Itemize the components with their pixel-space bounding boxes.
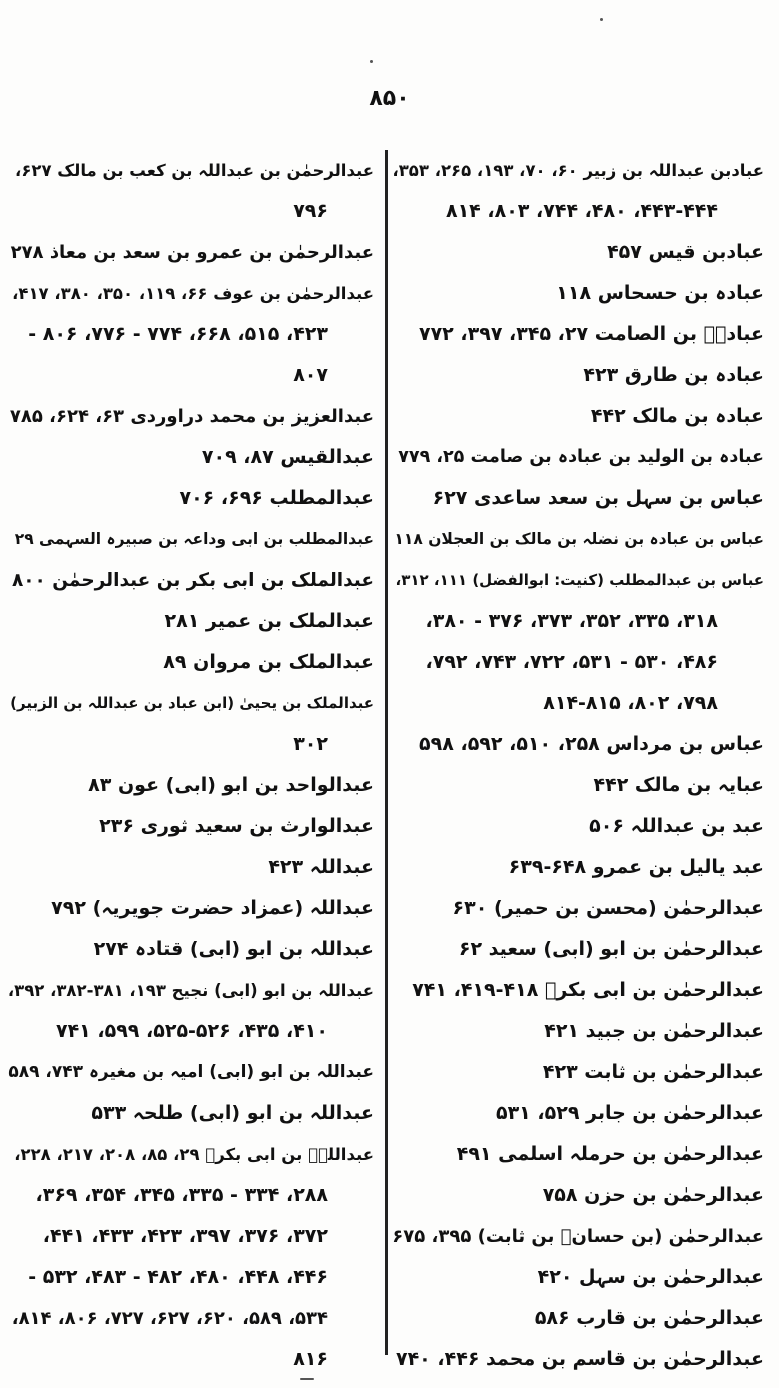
scan-speck: [370, 60, 373, 63]
index-entry: عبداللہ بن ابو (ابی) نجیح ۱۹۳، ۳۸۱-۳۸۲، ۳۹۲،: [7, 981, 374, 1000]
index-entry: عبدالرحمٰن بن قارب ۵۸۶: [534, 1307, 764, 1329]
index-entry: عبدالرحمٰن (محسن بن حمیر) ۶۳۰: [452, 897, 764, 919]
index-entry: عبدالعزیز بن محمد دراوردی ۶۳، ۶۲۴، ۷۸۵: [9, 406, 374, 427]
index-entry: عبداللہؓ بن ابی بکرؓ ۲۹، ۸۵، ۲۰۸، ۲۱۷، ۲۲۸،: [14, 1145, 374, 1164]
index-entry: عباس بن سہل بن سعد ساعدی ۶۲۷: [432, 487, 764, 509]
index-entry: عبدالرحمٰن (بن حسانؓ بن ثابت) ۳۹۵، ۶۷۵: [392, 1226, 764, 1247]
index-column-left: [6, 150, 374, 1380]
index-entry: عبدالرحمٰن بن ثابت ۴۲۳: [542, 1061, 764, 1083]
index-entry: عبد بن عبداللہ ۵۰۶: [589, 815, 764, 837]
index-entry: عبدالرحمٰن بن ابو (ابی) سعید ۶۲: [458, 938, 764, 960]
index-entry-continuation: ۳۱۸، ۳۳۵، ۳۵۲، ۳۷۳، ۳۷۶ - ۳۸۰،: [425, 610, 718, 632]
index-entry: عبدالقیس ۸۷، ۷۰۹: [201, 446, 374, 468]
index-entry: عبدالرحمٰن بن جابر ۵۲۹، ۵۳۱: [495, 1102, 764, 1124]
index-entry-continuation: ۴۴۳-۴۴۴، ۴۸۰، ۷۴۴، ۸۰۳، ۸۱۴: [445, 200, 718, 222]
index-entry: عباس بن عبدالمطلب (کنیت: ابوالفضل) ۱۱۱، ۳۱۲،: [395, 571, 764, 589]
index-entry: عباس بن مرداس ۲۵۸، ۵۱۰، ۵۹۲، ۵۹۸: [419, 733, 764, 755]
index-entry: عبدالرحمٰن بن حرملہ اسلمی ۴۹۱: [456, 1143, 764, 1165]
index-entry-continuation: ۴۱۰، ۴۳۵، ۵۲۵-۵۲۶، ۵۹۹، ۷۴۱: [55, 1020, 328, 1042]
index-entry-continuation: ۲۸۸، ۳۳۴ - ۳۳۵، ۳۴۵، ۳۵۴، ۳۶۹،: [35, 1184, 328, 1206]
index-entry-continuation: ۳۰۲: [293, 733, 328, 755]
index-entry: عبادہ بن طارق ۴۲۳: [583, 364, 764, 386]
index-entry-continuation: ۸۰۷: [293, 364, 328, 386]
index-entry: عبادہ بن الولید بن عبادہ بن صامت ۲۵، ۷۷۹: [398, 447, 764, 467]
index-entry: عبادبن قیس ۴۵۷: [607, 241, 764, 263]
index-entry: عباس بن عبادہ بن نضلہ بن مالک بن العجلان ۱۱۸: [394, 530, 764, 548]
index-entry: عبدالرحمٰن بن حزن ۷۵۸: [542, 1184, 764, 1206]
index-entry-continuation: ۴۲۳، ۵۱۵، ۶۶۸، ۷۷۴ - ۷۷۶، ۸۰۶ -: [28, 323, 328, 345]
index-entry-continuation: ۷۹۶: [293, 200, 328, 222]
index-entry-continuation: ۴۴۶، ۴۴۸، ۴۸۰، ۴۸۲ - ۴۸۳، ۵۳۲ -: [28, 1266, 328, 1288]
scan-speck: [600, 18, 603, 21]
index-entry: عبدالملک بن مروان ۸۹: [163, 651, 374, 673]
index-column-right: [392, 150, 764, 1380]
index-entry: عبد یالیل بن عمرو ۶۴۸-۶۳۹: [508, 856, 764, 878]
index-entry: عبدالواحد بن ابو (ابی) عون ۸۳: [88, 774, 374, 796]
index-entry-continuation: ۳۷۲، ۳۷۶، ۳۹۷، ۴۲۳، ۴۳۳، ۴۴۱،: [42, 1225, 328, 1247]
index-entry: عبدالرحمٰن بن قاسم بن محمد ۴۴۶، ۷۴۰: [395, 1348, 764, 1370]
index-entry: عبداللہ بن ابو (ابی) طلحہ ۵۳۳: [91, 1102, 374, 1124]
index-entry: عبدالرحمٰن بن عمرو بن سعد بن معاذ ۲۷۸: [10, 242, 374, 263]
index-entry: عبدالملک بن یحییٰ (ابن عباد بن عبداللہ بن الزبیر): [10, 694, 374, 712]
index-entry-continuation: ۴۸۶، ۵۳۰ - ۵۳۱، ۷۲۲، ۷۴۳، ۷۹۲،: [425, 651, 718, 673]
index-entry: عبادہؓ بن الصامت ۲۷، ۳۴۵، ۳۹۷، ۷۷۲: [418, 323, 764, 345]
index-entry: عبداللہ (عمزاد حضرت جویریہ) ۷۹۲: [51, 897, 374, 919]
index-entry-continuation: ۸۱۶: [293, 1348, 328, 1370]
index-entry: عبادبن عبداللہ بن زبیر ۶۰، ۷۰، ۱۹۳، ۲۶۵، ۳۵۳،: [392, 161, 764, 180]
index-entry: عبدالوارث بن سعید ثوری ۲۳۶: [99, 815, 374, 837]
index-entry: عبادہ بن حسحاس ۱۱۸: [556, 282, 764, 304]
index-entry: عبداللہ بن ابو (ابی) امیہ بن مغیرہ ۷۴۳، ۵۸۹: [8, 1062, 374, 1082]
page-number: ۸۵۰: [369, 86, 410, 111]
index-entry: عبدالمطلب ۶۹۶، ۷۰۶: [179, 487, 374, 509]
scan-speck: [300, 1378, 314, 1380]
index-entry: عبدالملک بن ابی بکر بن عبدالرحمٰن ۸۰۰: [11, 570, 374, 591]
index-entry: عبدالملک بن عمیر ۲۸۱: [164, 610, 374, 632]
index-entry-continuation: ۷۹۸، ۸۰۲، ۸۱۴-۸۱۵: [543, 692, 718, 714]
index-entry: عبدالرحمٰن بن عبداللہ بن کعب بن مالک ۶۲۷،: [15, 161, 374, 180]
index-entry: عبدالرحمٰن بن سہل ۴۲۰: [537, 1266, 764, 1288]
index-entry: عبداللہ بن ابو (ابی) قتادہ ۲۷۴: [93, 938, 374, 960]
index-entry: عبایہ بن مالک ۴۴۲: [593, 774, 764, 796]
column-divider: [385, 150, 388, 1355]
index-entry: عبدالمطلب بن ابی وداعہ بن صبیرہ السہمی ۲۹: [14, 530, 374, 548]
index-entry: عبدالرحمٰن بن عوف ۶۶، ۱۱۹، ۳۵۰، ۳۸۰، ۴۱۷،: [12, 284, 374, 303]
index-entry: عبدالرحمٰن بن جبید ۴۲۱: [544, 1020, 764, 1042]
index-entry: عبدالرحمٰن بن ابی بکرؓ ۴۱۸-۴۱۹، ۷۴۱: [412, 979, 764, 1001]
index-entry: عبادہ بن مالک ۴۴۲: [590, 405, 764, 427]
index-entry: عبداللہ ۴۲۳: [268, 856, 374, 878]
index-entry-continuation: ۵۳۴، ۵۸۹، ۶۲۰، ۶۲۷، ۷۲۷، ۸۰۶، ۸۱۴،: [11, 1308, 328, 1329]
